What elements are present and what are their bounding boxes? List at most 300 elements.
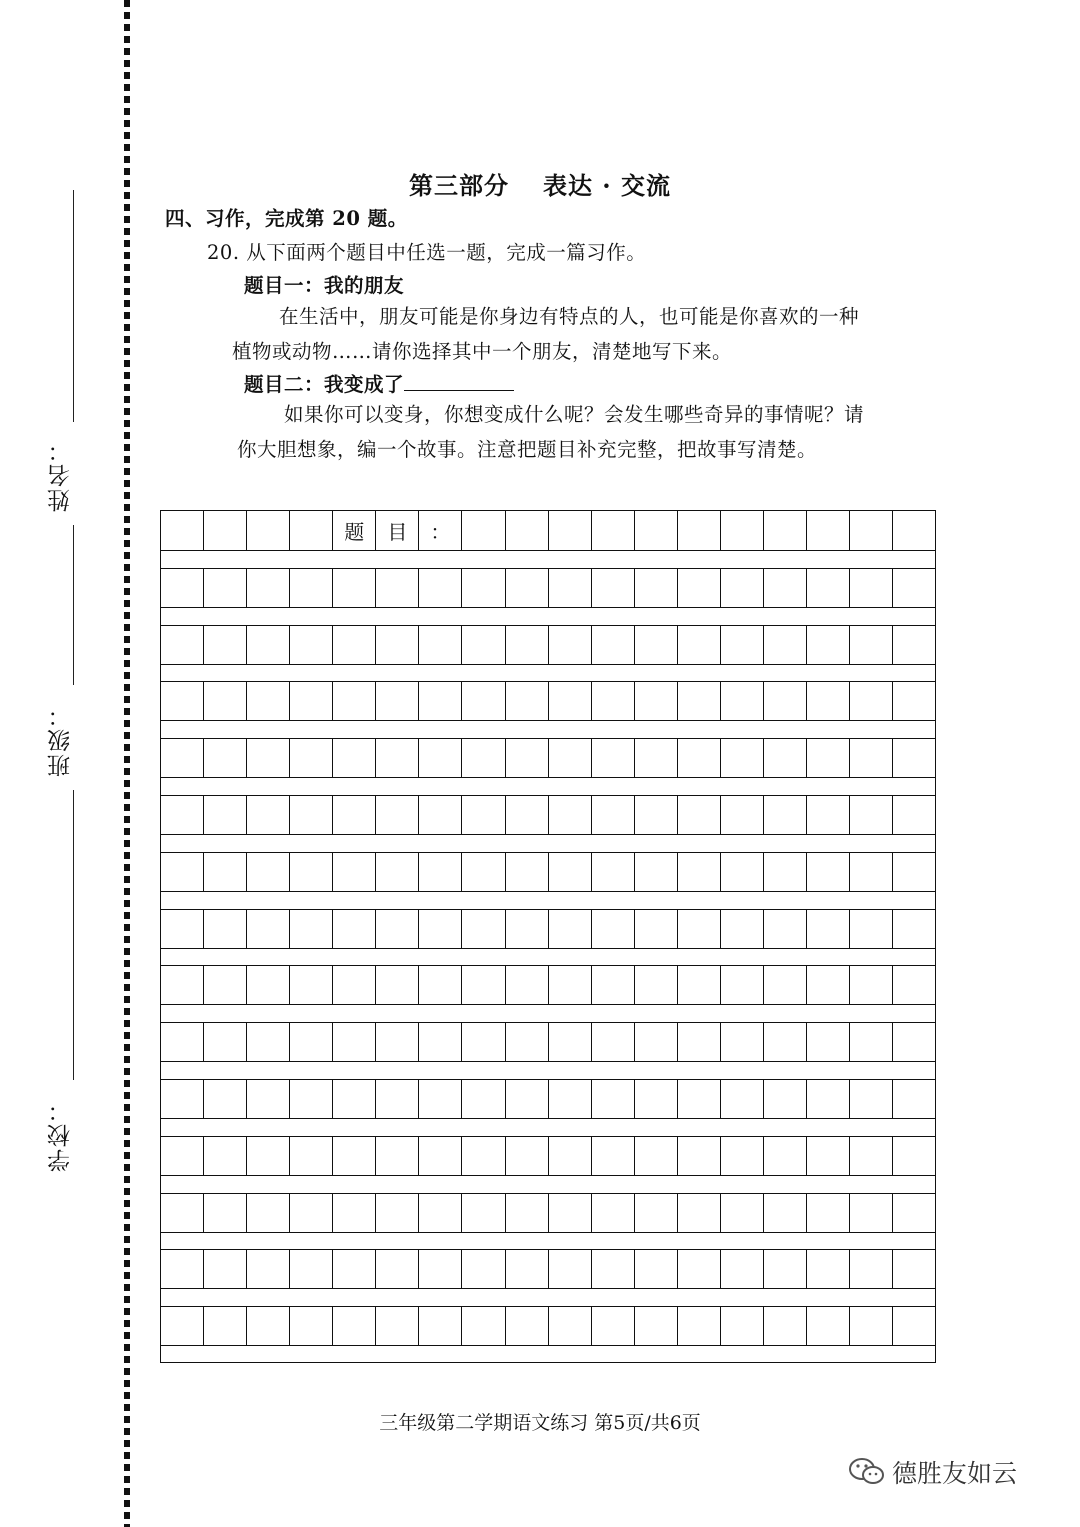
grid-cell[interactable]	[893, 1080, 935, 1118]
grid-cell[interactable]	[161, 796, 204, 834]
grid-cell[interactable]	[161, 739, 204, 777]
grid-cell[interactable]	[893, 1137, 935, 1175]
grid-cell[interactable]	[419, 1080, 462, 1118]
grid-cell[interactable]	[678, 1250, 721, 1288]
grid-cell[interactable]	[506, 1080, 549, 1118]
grid-cell[interactable]	[462, 1023, 505, 1061]
grid-cell[interactable]	[850, 626, 893, 664]
grid-cell[interactable]	[161, 511, 204, 550]
grid-cell[interactable]	[462, 966, 505, 1004]
grid-cell[interactable]	[247, 1194, 290, 1232]
grid-cell[interactable]	[549, 966, 592, 1004]
grid-row	[161, 1136, 935, 1176]
grid-cell[interactable]	[807, 511, 850, 550]
topic2-line1: 如果你可以变身，你想变成什么呢？会发生哪些奇异的事情呢？请	[284, 403, 865, 426]
grid-cell[interactable]	[893, 966, 935, 1004]
grid-cell[interactable]	[592, 682, 635, 720]
grid-cell[interactable]	[376, 1080, 419, 1118]
grid-cell[interactable]	[204, 966, 247, 1004]
grid-cell[interactable]	[678, 569, 721, 607]
grid-cell[interactable]	[290, 796, 333, 834]
watermark-text: 德胜友如云	[892, 1459, 1018, 1488]
grid-cell[interactable]	[635, 1194, 678, 1232]
question-heading: 四、习作，完成第 20 题。	[165, 207, 408, 230]
grid-cell[interactable]	[333, 1194, 376, 1232]
grid-row	[161, 1249, 935, 1289]
grid-cell[interactable]	[247, 966, 290, 1004]
grid-cell[interactable]	[161, 1080, 204, 1118]
grid-cell[interactable]	[161, 569, 204, 607]
grid-cell[interactable]	[893, 1194, 935, 1232]
grid-cell[interactable]	[462, 1194, 505, 1232]
grid-cell[interactable]	[807, 910, 850, 948]
topic2-line2: 你大胆想象，编一个故事。注意把题目补充完整，把故事写清楚。	[237, 438, 818, 461]
grid-cell[interactable]	[204, 569, 247, 607]
grid-cell[interactable]	[592, 853, 635, 891]
grid-cell[interactable]	[635, 739, 678, 777]
grid-cell[interactable]	[635, 511, 678, 550]
grid-cell[interactable]	[247, 796, 290, 834]
grid-cell[interactable]	[376, 569, 419, 607]
grid-cell[interactable]	[893, 682, 935, 720]
grid-cell[interactable]	[635, 1137, 678, 1175]
grid-cell[interactable]	[807, 1307, 850, 1345]
grid-cell[interactable]	[204, 1307, 247, 1345]
grid-cell[interactable]	[678, 1307, 721, 1345]
grid-cell[interactable]	[721, 569, 764, 607]
grid-cell[interactable]	[204, 1137, 247, 1175]
grid-cell[interactable]	[635, 1080, 678, 1118]
grid-title-char: 目	[376, 511, 419, 550]
grid-cell[interactable]	[721, 1023, 764, 1061]
grid-cell[interactable]	[850, 1023, 893, 1061]
grid-cell[interactable]	[764, 966, 807, 1004]
grid-cell[interactable]	[419, 626, 462, 664]
grid-cell[interactable]	[462, 1137, 505, 1175]
grid-cell[interactable]	[506, 910, 549, 948]
grid-row	[161, 965, 935, 1005]
grid-cell[interactable]	[549, 910, 592, 948]
grid-cell[interactable]	[247, 1307, 290, 1345]
grid-cell[interactable]	[549, 739, 592, 777]
grid-cell[interactable]	[419, 682, 462, 720]
grid-row	[161, 795, 935, 835]
grid-cell[interactable]	[333, 682, 376, 720]
grid-cell[interactable]	[764, 511, 807, 550]
grid-cell[interactable]	[161, 682, 204, 720]
grid-cell[interactable]	[333, 1080, 376, 1118]
grid-cell[interactable]	[204, 1194, 247, 1232]
grid-cell[interactable]	[678, 682, 721, 720]
grid-cell[interactable]	[161, 1194, 204, 1232]
grid-cell[interactable]	[290, 739, 333, 777]
grid-cell[interactable]	[592, 739, 635, 777]
grid-cell[interactable]	[419, 1137, 462, 1175]
grid-cell[interactable]	[678, 1137, 721, 1175]
grid-cell[interactable]	[893, 910, 935, 948]
grid-cell[interactable]	[290, 1023, 333, 1061]
grid-cell[interactable]	[592, 1194, 635, 1232]
grid-cell[interactable]	[376, 1307, 419, 1345]
grid-cell[interactable]	[549, 1194, 592, 1232]
grid-cell[interactable]	[376, 1137, 419, 1175]
wechat-icon	[848, 1457, 886, 1487]
grid-cell[interactable]	[592, 511, 635, 550]
grid-cell[interactable]	[678, 1023, 721, 1061]
grid-cell[interactable]	[247, 1080, 290, 1118]
grid-cell[interactable]	[462, 1080, 505, 1118]
grid-cell[interactable]	[290, 511, 333, 550]
grid-cell[interactable]	[290, 910, 333, 948]
grid-cell[interactable]	[376, 1023, 419, 1061]
grid-cell[interactable]	[721, 1307, 764, 1345]
grid-cell[interactable]	[290, 1250, 333, 1288]
class-underline	[73, 790, 74, 1080]
grid-cell[interactable]	[807, 1023, 850, 1061]
grid-cell[interactable]	[333, 1137, 376, 1175]
grid-cell[interactable]	[204, 910, 247, 948]
grid-cell[interactable]	[462, 1250, 505, 1288]
writing-grid	[160, 510, 936, 1363]
grid-cell[interactable]	[462, 1307, 505, 1345]
grid-cell[interactable]	[893, 626, 935, 664]
grid-cell[interactable]	[376, 626, 419, 664]
grid-cell[interactable]	[333, 739, 376, 777]
grid-cell[interactable]	[333, 1023, 376, 1061]
grid-cell[interactable]	[592, 569, 635, 607]
grid-cell[interactable]	[290, 569, 333, 607]
grid-cell[interactable]	[161, 1137, 204, 1175]
grid-cell[interactable]	[592, 1080, 635, 1118]
grid-title-row	[161, 511, 935, 551]
grid-cell[interactable]	[893, 853, 935, 891]
grid-cell[interactable]	[850, 966, 893, 1004]
grid-cell[interactable]	[807, 853, 850, 891]
grid-cell[interactable]	[462, 910, 505, 948]
grid-cell[interactable]	[462, 739, 505, 777]
grid-cell[interactable]	[850, 1080, 893, 1118]
grid-cell[interactable]	[635, 853, 678, 891]
grid-cell[interactable]	[204, 853, 247, 891]
grid-row	[161, 1193, 935, 1233]
grid-cell[interactable]	[376, 682, 419, 720]
grid-cell[interactable]	[721, 1194, 764, 1232]
grid-cell[interactable]	[204, 511, 247, 550]
grid-cell[interactable]	[419, 853, 462, 891]
grid-row	[161, 1306, 935, 1346]
grid-cell[interactable]	[161, 853, 204, 891]
grid-cell[interactable]	[807, 626, 850, 664]
grid-cell[interactable]	[549, 1137, 592, 1175]
grid-cell[interactable]	[290, 1194, 333, 1232]
grid-cell[interactable]	[333, 626, 376, 664]
grid-cell[interactable]	[721, 739, 764, 777]
grid-title-char: 题	[333, 511, 376, 550]
grid-cell[interactable]	[290, 626, 333, 664]
grid-cell[interactable]	[721, 682, 764, 720]
grid-cell[interactable]	[764, 569, 807, 607]
grid-cell[interactable]	[678, 511, 721, 550]
grid-cell[interactable]	[419, 1250, 462, 1288]
grid-cell[interactable]	[764, 1250, 807, 1288]
grid-cell[interactable]	[807, 966, 850, 1004]
grid-cell[interactable]	[161, 966, 204, 1004]
grid-cell[interactable]	[247, 1137, 290, 1175]
grid-row	[161, 909, 935, 949]
grid-cell[interactable]	[721, 626, 764, 664]
grid-cell[interactable]	[807, 569, 850, 607]
grid-cell[interactable]	[333, 569, 376, 607]
grid-cell[interactable]	[204, 682, 247, 720]
grid-cell[interactable]	[893, 511, 935, 550]
grid-cell[interactable]	[635, 1250, 678, 1288]
grid-cell[interactable]	[764, 1080, 807, 1118]
question-prompt: 20. 从下面两个题目中任选一题，完成一篇习作。	[207, 241, 647, 264]
grid-cell[interactable]	[204, 796, 247, 834]
grid-cell[interactable]	[678, 739, 721, 777]
grid-cell[interactable]	[204, 1080, 247, 1118]
grid-cell[interactable]	[635, 796, 678, 834]
grid-cell[interactable]	[807, 1194, 850, 1232]
grid-cell[interactable]	[247, 739, 290, 777]
grid-cell[interactable]	[290, 1080, 333, 1118]
grid-cell[interactable]	[549, 569, 592, 607]
grid-cell[interactable]	[764, 853, 807, 891]
grid-cell[interactable]	[161, 910, 204, 948]
grid-cell[interactable]	[462, 569, 505, 607]
grid-cell[interactable]	[376, 853, 419, 891]
grid-cell[interactable]	[592, 1137, 635, 1175]
grid-cell[interactable]	[807, 1137, 850, 1175]
grid-cell[interactable]	[290, 682, 333, 720]
grid-cell[interactable]	[462, 853, 505, 891]
grid-cell[interactable]	[850, 1250, 893, 1288]
grid-cell[interactable]	[506, 853, 549, 891]
grid-cell[interactable]	[635, 1307, 678, 1345]
grid-cell[interactable]	[506, 796, 549, 834]
grid-cell[interactable]	[850, 569, 893, 607]
grid-cell[interactable]	[764, 626, 807, 664]
grid-cell[interactable]	[893, 569, 935, 607]
grid-cell[interactable]	[161, 1023, 204, 1061]
grid-cell[interactable]	[333, 796, 376, 834]
section-title	[0, 166, 1080, 201]
grid-cell[interactable]	[506, 1023, 549, 1061]
grid-cell[interactable]	[247, 682, 290, 720]
grid-cell[interactable]	[376, 966, 419, 1004]
grid-cell[interactable]	[764, 1137, 807, 1175]
grid-cell[interactable]	[376, 739, 419, 777]
grid-cell[interactable]	[807, 739, 850, 777]
topic1-title: 题目一：我的朋友	[244, 274, 405, 297]
grid-cell[interactable]	[549, 626, 592, 664]
grid-cell[interactable]	[549, 682, 592, 720]
grid-cell[interactable]	[376, 796, 419, 834]
grid-cell[interactable]	[721, 796, 764, 834]
grid-cell[interactable]	[764, 1307, 807, 1345]
grid-cell[interactable]	[635, 682, 678, 720]
grid-cell[interactable]	[592, 796, 635, 834]
grid-cell[interactable]	[247, 853, 290, 891]
grid-cell[interactable]	[764, 1023, 807, 1061]
topic1-line2: 植物或动物……请你选择其中一个朋友，清楚地写下来。	[232, 340, 733, 363]
grid-cell[interactable]	[161, 626, 204, 664]
grid-cell[interactable]	[333, 910, 376, 948]
grid-cell[interactable]	[893, 1307, 935, 1345]
watermark	[848, 1454, 1017, 1490]
grid-cell[interactable]	[204, 1250, 247, 1288]
grid-cell[interactable]	[549, 853, 592, 891]
grid-cell[interactable]	[549, 796, 592, 834]
grid-cell[interactable]	[419, 739, 462, 777]
grid-cell[interactable]	[850, 796, 893, 834]
grid-cell[interactable]	[333, 966, 376, 1004]
grid-cell[interactable]	[549, 1080, 592, 1118]
grid-cell[interactable]	[462, 511, 505, 550]
grid-cell[interactable]	[247, 1250, 290, 1288]
grid-cell[interactable]	[549, 1023, 592, 1061]
grid-cell[interactable]	[549, 511, 592, 550]
grid-cell[interactable]	[893, 796, 935, 834]
grid-cell[interactable]	[333, 853, 376, 891]
grid-cell[interactable]	[764, 796, 807, 834]
grid-cell[interactable]	[850, 910, 893, 948]
grid-cell[interactable]	[678, 796, 721, 834]
grid-cell[interactable]	[204, 1023, 247, 1061]
grid-cell[interactable]	[807, 796, 850, 834]
grid-cell[interactable]	[807, 1250, 850, 1288]
grid-cell[interactable]	[419, 910, 462, 948]
grid-cell[interactable]	[506, 739, 549, 777]
grid-row	[161, 568, 935, 608]
grid-cell[interactable]	[506, 1250, 549, 1288]
grid-cell[interactable]	[678, 1194, 721, 1232]
grid-cell[interactable]	[376, 910, 419, 948]
topic1-line1: 在生活中，朋友可能是你身边有特点的人，也可能是你喜欢的一种	[279, 305, 860, 328]
grid-row	[161, 1022, 935, 1062]
grid-cell[interactable]	[506, 1137, 549, 1175]
grid-cell[interactable]	[506, 626, 549, 664]
grid-cell[interactable]	[764, 1194, 807, 1232]
grid-cell[interactable]	[506, 1194, 549, 1232]
grid-cell[interactable]	[247, 910, 290, 948]
grid-cell[interactable]	[678, 910, 721, 948]
grid-cell[interactable]	[419, 569, 462, 607]
grid-cell[interactable]	[635, 626, 678, 664]
grid-row	[161, 738, 935, 778]
grid-cell[interactable]	[721, 910, 764, 948]
grid-cell[interactable]	[721, 853, 764, 891]
grid-cell[interactable]	[333, 1307, 376, 1345]
grid-cell[interactable]	[721, 966, 764, 1004]
grid-cell[interactable]	[850, 1137, 893, 1175]
grid-cell[interactable]	[506, 682, 549, 720]
grid-cell[interactable]	[850, 1194, 893, 1232]
grid-cell[interactable]	[549, 1307, 592, 1345]
grid-cell[interactable]	[419, 1194, 462, 1232]
grid-cell[interactable]	[721, 1137, 764, 1175]
grid-cell[interactable]	[678, 1080, 721, 1118]
grid-cell[interactable]	[764, 910, 807, 948]
grid-cell[interactable]	[290, 1307, 333, 1345]
class-label: 班级：	[48, 702, 74, 778]
grid-cell[interactable]	[247, 511, 290, 550]
grid-cell[interactable]	[721, 511, 764, 550]
grid-cell[interactable]	[506, 1307, 549, 1345]
grid-cell[interactable]	[290, 1137, 333, 1175]
grid-cell[interactable]	[807, 1080, 850, 1118]
grid-cell[interactable]	[678, 966, 721, 1004]
grid-cell[interactable]	[247, 569, 290, 607]
grid-cell[interactable]	[419, 966, 462, 1004]
section-label: 表达 · 交流	[542, 171, 672, 200]
grid-cell[interactable]	[549, 1250, 592, 1288]
grid-cell[interactable]	[592, 626, 635, 664]
grid-cell[interactable]	[592, 1023, 635, 1061]
name-label: 姓名：	[48, 437, 74, 513]
grid-cell[interactable]	[850, 853, 893, 891]
topic2-blank[interactable]	[404, 374, 514, 391]
grid-cell[interactable]	[592, 1307, 635, 1345]
grid-row	[161, 625, 935, 665]
topic2-title: 题目二：我变成了	[244, 373, 405, 396]
grid-cell[interactable]	[721, 1080, 764, 1118]
grid-cell[interactable]	[850, 739, 893, 777]
grid-cell[interactable]	[247, 1023, 290, 1061]
grid-cell[interactable]	[635, 966, 678, 1004]
grid-cell[interactable]	[462, 626, 505, 664]
grid-cell[interactable]	[721, 1250, 764, 1288]
grid-cell[interactable]	[678, 626, 721, 664]
grid-cell[interactable]	[506, 966, 549, 1004]
page-footer: 三年级第二学期语文练习 第5页/共6页	[379, 1412, 701, 1434]
grid-cell[interactable]	[462, 796, 505, 834]
grid-cell[interactable]	[592, 1250, 635, 1288]
grid-cell[interactable]	[161, 1250, 204, 1288]
grid-cell[interactable]	[290, 853, 333, 891]
grid-cell[interactable]	[161, 1307, 204, 1345]
grid-cell[interactable]	[635, 569, 678, 607]
grid-cell[interactable]	[204, 626, 247, 664]
grid-cell[interactable]	[506, 511, 549, 550]
grid-cell[interactable]	[764, 739, 807, 777]
grid-cell[interactable]	[635, 1023, 678, 1061]
grid-cell[interactable]	[807, 682, 850, 720]
grid-cell[interactable]	[506, 569, 549, 607]
grid-cell[interactable]	[290, 966, 333, 1004]
grid-cell[interactable]	[635, 910, 678, 948]
grid-cell[interactable]	[678, 853, 721, 891]
grid-cell[interactable]	[376, 1194, 419, 1232]
grid-cell[interactable]	[893, 1250, 935, 1288]
grid-cell[interactable]	[850, 1307, 893, 1345]
grid-cell[interactable]	[333, 1250, 376, 1288]
grid-cell[interactable]	[419, 1023, 462, 1061]
grid-cell[interactable]	[419, 796, 462, 834]
grid-cell[interactable]	[850, 682, 893, 720]
grid-cell[interactable]	[247, 626, 290, 664]
grid-cell[interactable]	[764, 682, 807, 720]
grid-cell[interactable]	[376, 1250, 419, 1288]
grid-cell[interactable]	[204, 739, 247, 777]
grid-cell[interactable]	[893, 1023, 935, 1061]
grid-cell[interactable]	[592, 966, 635, 1004]
grid-cell[interactable]	[462, 682, 505, 720]
grid-cell[interactable]	[850, 511, 893, 550]
grid-cell[interactable]	[592, 910, 635, 948]
grid-cell[interactable]	[419, 1307, 462, 1345]
grid-cell[interactable]	[893, 739, 935, 777]
